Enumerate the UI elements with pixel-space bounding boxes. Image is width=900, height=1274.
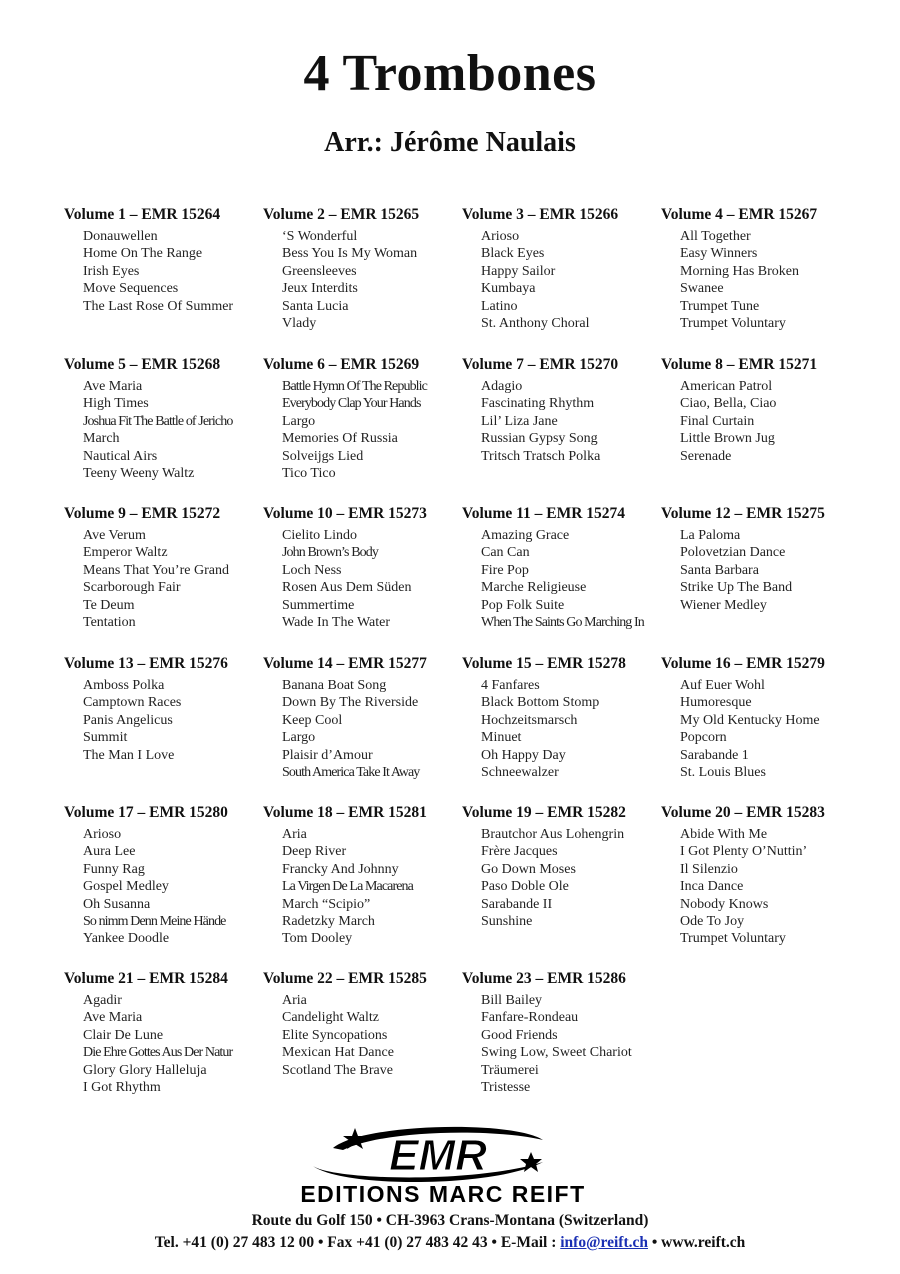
title-item: Minuet [481, 730, 522, 746]
volume-title-list [64, 826, 264, 948]
title-item: Ave Maria [83, 1010, 143, 1026]
volume-title-list [263, 677, 463, 781]
volume-block [263, 804, 463, 948]
title-item: Ave Verum [83, 528, 146, 543]
title-item: Move Sequences [83, 281, 179, 297]
title-item: Scotland The Brave [282, 1062, 393, 1078]
title-item: Francky And Johnny [282, 861, 399, 877]
volume-block [462, 356, 662, 465]
title-item: ‘S Wonderful [282, 229, 358, 244]
volume-heading: Volume 10 – EMR 15273 [263, 505, 427, 522]
volume-heading: Volume 16 – EMR 15279 [661, 655, 825, 672]
volume-heading: Volume 7 – EMR 15270 [462, 356, 619, 373]
title-item: Wade In The Water [282, 615, 391, 631]
title-item: Greensleeves [282, 263, 357, 279]
title-item: Kumbaya [481, 281, 536, 297]
volume-block [64, 970, 264, 1096]
volume-block [64, 356, 264, 482]
title-item: Ave Maria [83, 379, 143, 394]
volume-block [462, 804, 662, 930]
volume-heading: Volume 20 – EMR 15283 [661, 804, 825, 821]
title-item: Vlady [282, 316, 317, 332]
volume-title-list [263, 527, 463, 631]
volume-title-list [661, 527, 861, 614]
volume-heading: Volume 4 – EMR 15267 [661, 206, 818, 223]
title-item: Cielito Lindo [282, 528, 358, 543]
volume-block [661, 804, 861, 948]
volume-block [462, 970, 662, 1096]
volume-heading: Volume 3 – EMR 15266 [462, 206, 619, 223]
volume-block [661, 356, 861, 465]
volume-title-list [64, 228, 264, 315]
publisher-contact [0, 1234, 900, 1252]
title-item: Oh Susanna [83, 896, 151, 912]
volume-block [263, 206, 463, 332]
volume-block [64, 206, 264, 315]
volume-heading: Volume 11 – EMR 15274 [462, 505, 626, 522]
volume-title-list [263, 992, 463, 1079]
title-item: High Times [83, 396, 149, 412]
title-item: Trumpet Tune [680, 298, 760, 314]
title-item: Brautchor Aus Lohengrin [481, 827, 625, 842]
title-item: Mexican Hat Dance [282, 1045, 394, 1061]
title-item: Adagio [481, 379, 523, 394]
title-item: Battle Hymn Of The Republic [282, 379, 427, 394]
volume-title-list [462, 378, 662, 465]
title-item: Rosen Aus Dem Süden [282, 580, 412, 596]
title-item: Aria [282, 993, 307, 1008]
title-item: Russian Gypsy Song [481, 431, 598, 447]
logo-mark: EMR [389, 1131, 487, 1180]
title-item: Popcorn [680, 730, 727, 746]
volume-title-list [661, 378, 861, 465]
title-item: Trumpet Voluntary [680, 316, 786, 332]
title-item: Largo [282, 730, 316, 746]
title-item: Plaisir d’Amour [282, 747, 373, 763]
title-item: South America Take It Away [282, 765, 420, 781]
volume-heading: Volume 8 – EMR 15271 [661, 356, 818, 373]
title-item: Clair De Lune [83, 1027, 164, 1043]
volume-block [64, 655, 264, 764]
volume-heading: Volume 14 – EMR 15277 [263, 655, 427, 672]
publisher-address: Route du Golf 150 • CH-3963 Crans-Montana (Switzerland) [251, 1212, 649, 1229]
page-title: 4 Trombones [303, 45, 597, 102]
title-item: Oh Happy Day [481, 747, 566, 763]
title-item: Teeny Weeny Waltz [83, 466, 195, 482]
title-item: St. Louis Blues [680, 765, 766, 781]
volume-heading: Volume 5 – EMR 15268 [64, 356, 221, 373]
title-item: Serenade [680, 448, 732, 464]
title-item: Little Brown Jug [680, 431, 775, 447]
title-item: Sunshine [481, 914, 533, 930]
volume-title-list [263, 228, 463, 332]
title-item: Everybody Clap Your Hands [282, 396, 421, 412]
volume-title-list [661, 228, 861, 332]
email-link[interactable]: info@reift.ch [560, 1234, 648, 1251]
title-item: Bill Bailey [481, 993, 543, 1008]
volume-block [64, 804, 264, 948]
volume-heading: Volume 18 – EMR 15281 [263, 804, 427, 821]
title-item: Arioso [83, 827, 122, 842]
volume-heading: Volume 2 – EMR 15265 [263, 206, 420, 223]
title-item: Humoresque [680, 695, 752, 711]
volume-block [263, 356, 463, 482]
title-item: Yankee Doodle [83, 931, 170, 947]
volume-title-list [462, 992, 662, 1096]
title-item: Deep River [282, 844, 347, 860]
title-item: Loch Ness [282, 562, 342, 578]
title-item: Black Eyes [481, 246, 545, 262]
title-item: Down By The Riverside [282, 695, 419, 711]
title-item: Go Down Moses [481, 861, 576, 877]
title-item: Schneewalzer [481, 765, 559, 781]
title-item: Ciao, Bella, Ciao [680, 396, 777, 412]
title-item: Te Deum [83, 597, 135, 613]
volume-heading: Volume 15 – EMR 15278 [462, 655, 626, 672]
title-item: Banana Boat Song [282, 678, 387, 693]
title-item: Nautical Airs [83, 448, 158, 464]
volume-block [64, 505, 264, 631]
title-item: Jeux Interdits [282, 281, 358, 297]
title-item: Hochzeitsmarsch [481, 712, 578, 728]
title-item: Fascinating Rhythm [481, 396, 595, 412]
title-item: The Last Rose Of Summer [83, 298, 234, 314]
title-item: Panis Angelicus [83, 712, 173, 728]
volume-title-list [64, 378, 264, 482]
title-item: Black Bottom Stomp [481, 695, 600, 711]
title-item: American Patrol [680, 379, 773, 394]
title-item: Pop Folk Suite [481, 597, 565, 613]
title-item: La Paloma [680, 528, 741, 543]
title-item: Aria [282, 827, 307, 842]
title-item: Tritsch Tratsch Polka [481, 448, 601, 464]
title-item: Memories Of Russia [282, 431, 398, 447]
title-item: Amboss Polka [83, 678, 165, 693]
title-item: Santa Lucia [282, 298, 349, 314]
title-item: All Together [680, 229, 751, 244]
volume-block [263, 655, 463, 781]
title-item: Abide With Me [680, 827, 768, 842]
title-item: Il Silenzio [680, 861, 738, 877]
title-item: Polovetzian Dance [680, 545, 786, 561]
volume-title-list [661, 677, 861, 781]
title-item: Tom Dooley [282, 931, 353, 947]
volume-block [661, 505, 861, 614]
title-item: Die Ehre Gottes Aus Der Natur [83, 1045, 233, 1061]
title-item: Swing Low, Sweet Chariot [481, 1045, 632, 1061]
volume-title-list [64, 527, 264, 631]
title-item: Sarabande 1 [680, 747, 749, 763]
title-item: Trumpet Voluntary [680, 931, 786, 947]
title-item: Nobody Knows [680, 896, 769, 912]
volume-title-list [462, 826, 662, 930]
title-item: Candelight Waltz [282, 1010, 379, 1026]
volume-block [661, 655, 861, 781]
volume-heading: Volume 9 – EMR 15272 [64, 505, 221, 522]
title-item: Tristesse [481, 1080, 531, 1096]
title-item: Home On The Range [83, 246, 203, 262]
title-item: Radetzky March [282, 914, 375, 930]
title-item: Irish Eyes [83, 263, 140, 279]
title-item: Agadir [83, 993, 122, 1008]
title-item: March [83, 431, 120, 447]
title-item: Aura Lee [83, 844, 136, 860]
title-item: Happy Sailor [481, 263, 556, 279]
title-item: Gospel Medley [83, 879, 169, 895]
title-item: Bess You Is My Woman [282, 246, 418, 262]
title-item: Latino [481, 298, 518, 314]
title-item: Swanee [680, 281, 724, 297]
title-item: Morning Has Broken [680, 263, 799, 279]
volume-heading: Volume 13 – EMR 15276 [64, 655, 228, 672]
title-item: Good Friends [481, 1027, 558, 1043]
volume-block [263, 970, 463, 1079]
title-item: Largo [282, 413, 316, 429]
title-item: Strike Up The Band [680, 580, 793, 596]
title-item: Ode To Joy [680, 914, 745, 930]
title-item: When The Saints Go Marching In [481, 615, 644, 631]
title-item: Santa Barbara [680, 562, 759, 578]
title-item: Glory Glory Halleluja [83, 1062, 207, 1078]
contact-website: • www.reift.ch [648, 1234, 746, 1251]
title-item: Träumerei [481, 1062, 539, 1078]
volume-title-list [263, 826, 463, 948]
title-item: Auf Euer Wohl [680, 678, 765, 693]
title-item: Paso Doble Ole [481, 879, 569, 895]
title-item: My Old Kentucky Home [680, 712, 820, 728]
title-item: Keep Cool [282, 712, 343, 728]
title-item: Summertime [282, 597, 355, 613]
logo-publisher-name: EDITIONS MARC REIFT [300, 1181, 586, 1207]
title-item: Arioso [481, 229, 520, 244]
title-item: St. Anthony Choral [481, 316, 590, 332]
title-item: Emperor Waltz [83, 545, 168, 561]
title-item: Tico Tico [282, 466, 336, 482]
volume-heading: Volume 17 – EMR 15280 [64, 804, 228, 821]
title-item: Summit [83, 730, 128, 746]
title-item: Fanfare-Rondeau [481, 1010, 579, 1026]
contact-phone-fax: Tel. +41 (0) 27 483 12 00 • Fax +41 (0) 27 483 42 43 • E-Mail : [154, 1234, 561, 1251]
title-item: Solveijgs Lied [282, 448, 364, 464]
title-item: So nimm Denn Meine Hände [83, 914, 226, 930]
volume-block [462, 505, 662, 631]
volume-title-list [462, 527, 662, 631]
volume-heading: Volume 1 – EMR 15264 [64, 206, 221, 223]
volume-heading: Volume 23 – EMR 15286 [462, 970, 626, 987]
volume-title-list [64, 677, 264, 764]
title-item: Lil’ Liza Jane [481, 413, 558, 429]
title-item: Final Curtain [680, 413, 755, 429]
volume-heading: Volume 21 – EMR 15284 [64, 970, 228, 987]
title-item: The Man I Love [83, 747, 175, 763]
title-item: Elite Syncopations [282, 1027, 388, 1043]
title-item: Amazing Grace [481, 528, 570, 543]
volume-title-list [661, 826, 861, 948]
volume-block [263, 505, 463, 631]
title-item: March “Scipio” [282, 896, 371, 912]
title-item: I Got Rhythm [83, 1080, 161, 1096]
title-item: Fire Pop [481, 562, 529, 578]
title-item: Donauwellen [83, 229, 158, 244]
volume-block [462, 206, 662, 332]
title-item: Joshua Fit The Battle of Jericho [83, 413, 233, 429]
title-item: Frère Jacques [481, 844, 558, 860]
title-item: 4 Fanfares [481, 678, 540, 693]
volume-title-list [462, 677, 662, 781]
title-item: I Got Plenty O’Nuttin’ [680, 844, 808, 860]
volume-title-list [263, 378, 463, 482]
title-item: Marche Religieuse [481, 580, 587, 596]
title-item: Inca Dance [680, 879, 744, 895]
title-item: Scarborough Fair [83, 580, 181, 596]
volume-block [462, 655, 662, 781]
title-item: John Brown’s Body [282, 545, 378, 561]
volume-heading: Volume 6 – EMR 15269 [263, 356, 420, 373]
volume-title-list [64, 992, 264, 1096]
emr-logo [243, 1118, 643, 1208]
title-item: Tentation [83, 615, 136, 631]
volume-heading: Volume 22 – EMR 15285 [263, 970, 427, 987]
title-item: Wiener Medley [680, 597, 767, 613]
volume-block [661, 206, 861, 332]
title-item: Means That You’re Grand [83, 562, 229, 578]
arranger-subtitle: Arr.: Jérôme Naulais [324, 127, 576, 158]
volume-heading: Volume 19 – EMR 15282 [462, 804, 626, 821]
title-item: Camptown Races [83, 695, 182, 711]
title-item: Funny Rag [83, 861, 145, 877]
volume-title-list [462, 228, 662, 332]
title-item: Easy Winners [680, 246, 758, 262]
title-item: Sarabande II [481, 896, 553, 912]
title-item: La Virgen De La Macarena [282, 879, 413, 895]
title-item: Can Can [481, 545, 530, 561]
volume-heading: Volume 12 – EMR 15275 [661, 505, 825, 522]
